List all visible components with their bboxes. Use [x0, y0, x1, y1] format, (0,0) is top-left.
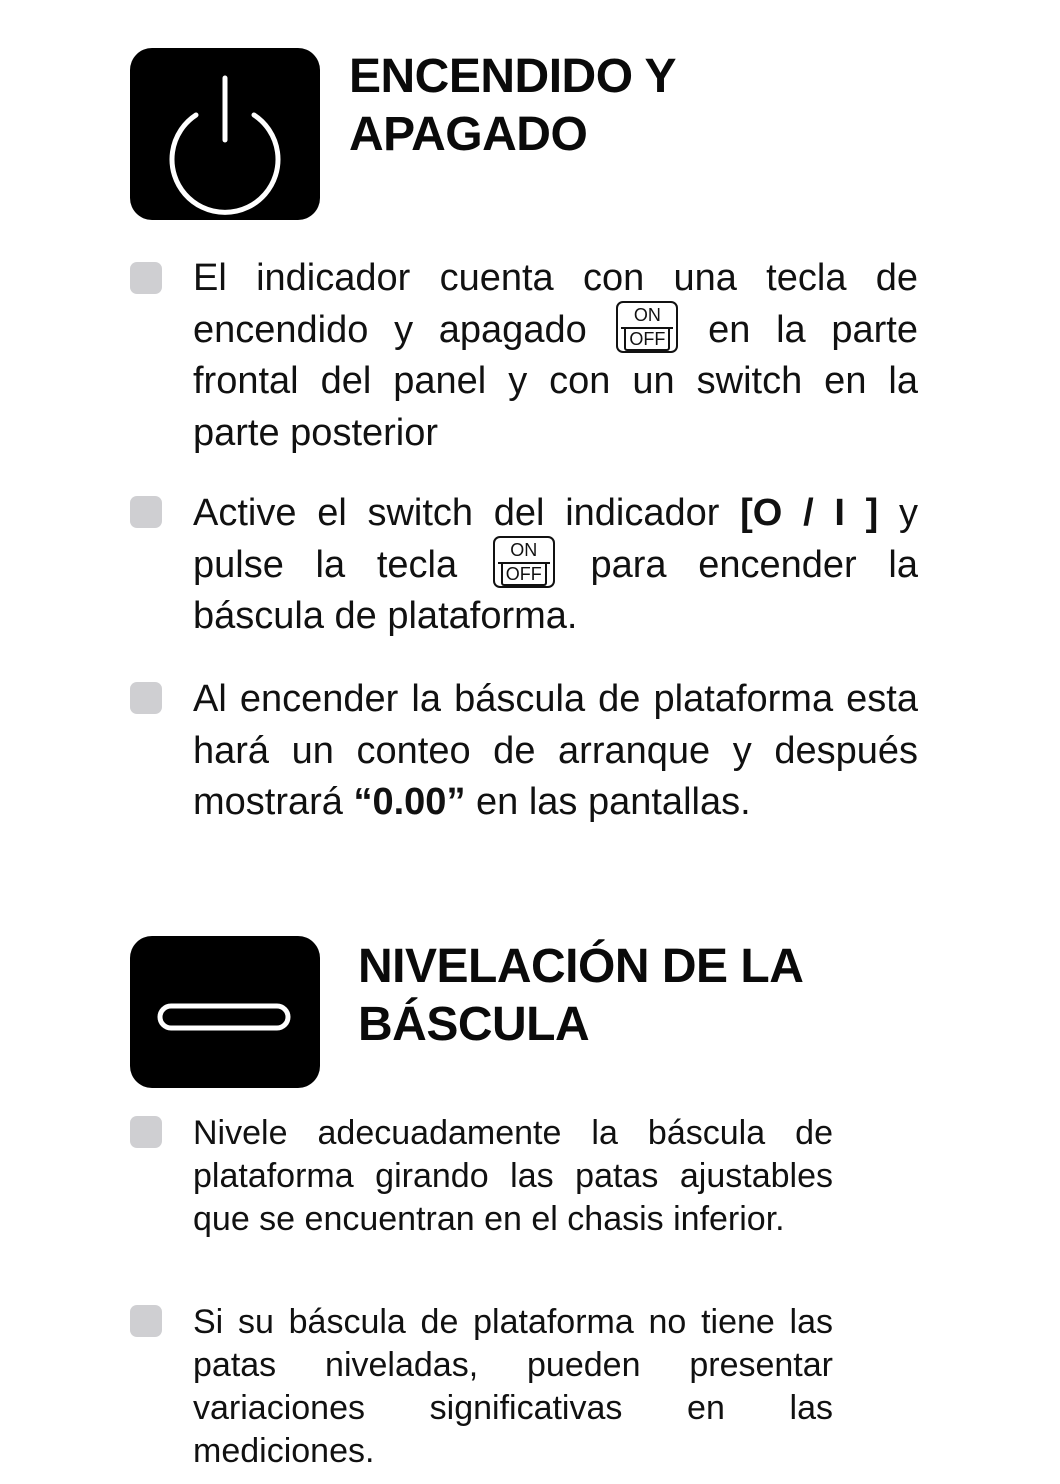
bullet-square — [130, 1305, 162, 1337]
section-title-leveling — [358, 938, 803, 1054]
section-title-line: ENCENDIDO Y — [349, 50, 677, 103]
power-item-1 — [193, 253, 918, 459]
display-value: “0.00” — [353, 781, 466, 823]
key-off-label: OFF — [624, 329, 670, 351]
bullet-square — [130, 496, 162, 528]
item-text: Active el switch del indicador — [193, 492, 720, 534]
item-text: El indicador cuenta con una tecla de encendido y apagado — [193, 257, 918, 351]
section-title-line: APAGADO — [349, 108, 588, 161]
key-off-label: OFF — [501, 564, 547, 586]
item-text: Al encender la báscula de plataforma esta hará un conteo de arranque y después mostrará — [193, 678, 918, 823]
section-title-line: NIVELACIÓN DE LA — [358, 940, 804, 993]
key-on-label: ON — [633, 305, 661, 326]
level-bar-icon — [130, 936, 320, 1088]
power-icon — [130, 48, 320, 220]
on-off-key-icon — [493, 536, 555, 588]
section-title-power — [349, 48, 676, 164]
item-text: para encender la báscula de plataforma. — [193, 543, 918, 637]
leveling-item-1: Nivele adecuadamente la báscula de plataforma girando las patas ajustables que se encuentran en el chasis inferior. — [193, 1114, 833, 1238]
switch-label: [O / I ] — [740, 492, 879, 534]
on-off-key-icon — [616, 301, 678, 353]
power-section-icon-box — [130, 48, 320, 220]
section-title-line: BÁSCULA — [358, 998, 590, 1051]
power-item-3 — [193, 674, 918, 829]
item-text: en la parte frontal del panel y con un switch en la parte posterior — [193, 308, 918, 454]
power-item-2 — [193, 488, 918, 643]
bullet-square — [130, 262, 162, 294]
bullet-square — [130, 1116, 162, 1148]
item-text: y pulse la tecla — [193, 492, 918, 586]
key-on-label: ON — [510, 540, 538, 561]
leveling-item-2: Si su báscula de plataforma no tiene las patas niveladas, pueden presentar variaciones significativas en las mediciones. — [193, 1303, 833, 1470]
bullet-square — [130, 682, 162, 714]
item-text: en las pantallas. — [476, 781, 751, 823]
level-section-icon-box — [130, 936, 320, 1088]
